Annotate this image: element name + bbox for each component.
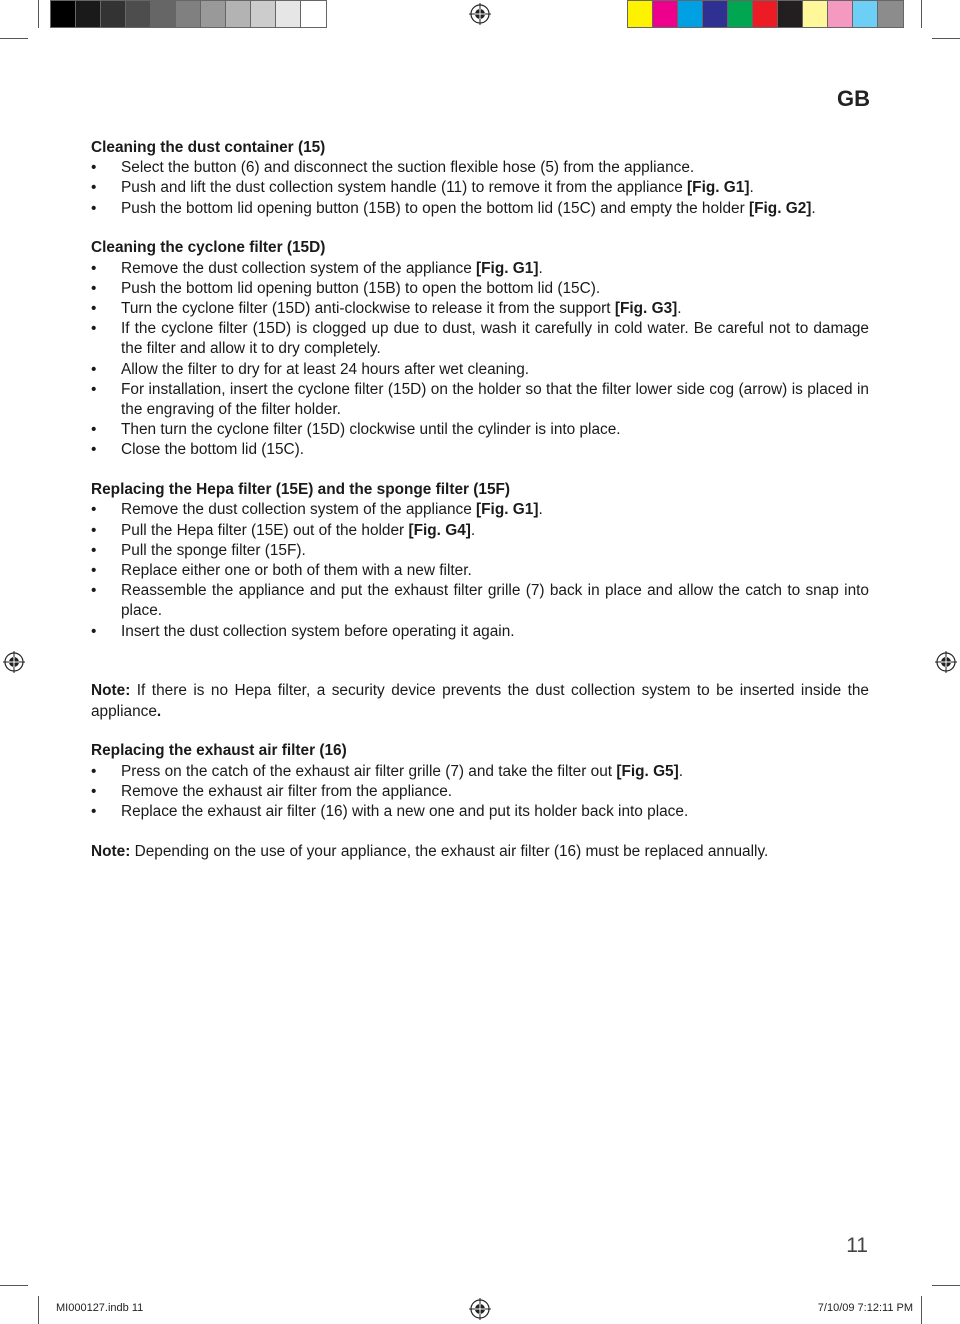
crop-mark (0, 1285, 28, 1286)
bullet-list (91, 259, 869, 461)
color-swatch (151, 1, 176, 27)
item-text: Insert the dust collection system before operating it again. (121, 622, 515, 640)
item-tail: . (538, 259, 543, 277)
figure-reference: [Fig. G4] (408, 521, 471, 539)
item-text: Replace either one or both of them with a new filter. (121, 562, 472, 580)
bullet: • (91, 421, 97, 439)
crop-mark (38, 0, 39, 28)
crop-mark (38, 1296, 39, 1324)
bullet: • (91, 179, 97, 197)
color-swatch (753, 1, 778, 27)
bullet: • (91, 199, 97, 217)
item-text: Select the button (6) and disconnect the suction flexible hose (5) from the appliance. (121, 159, 695, 177)
color-swatch (226, 1, 251, 27)
item-text: Remove the exhaust air filter from the appliance. (121, 782, 453, 800)
crop-mark (932, 1285, 960, 1286)
crop-mark (921, 1296, 922, 1324)
list-item (91, 521, 869, 541)
instruction-sections (91, 138, 869, 642)
item-tail: . (677, 300, 682, 318)
bullet-list (91, 500, 869, 641)
list-item (91, 440, 869, 460)
list-item (91, 199, 869, 219)
section-exhaust-filter (91, 741, 869, 822)
list-item (91, 319, 869, 359)
bullet: • (91, 762, 97, 780)
item-text: Push and lift the dust collection system handle (11) to remove it from the appliance (121, 179, 688, 197)
figure-reference: [Fig. G2] (749, 199, 812, 217)
list-item (91, 500, 869, 520)
item-tail: . (538, 501, 543, 519)
list-item (91, 622, 869, 642)
note-hepa (91, 681, 869, 721)
note-text: Depending on the use of your appliance, the exhaust air filter (16) must be replaced annually. (130, 842, 769, 860)
note-label: Note: (91, 842, 131, 860)
bullet: • (91, 380, 97, 398)
item-tail: . (811, 199, 816, 217)
bullet: • (91, 582, 97, 600)
item-text: Pull the Hepa filter (15E) out of the holder (121, 521, 409, 539)
crop-mark (0, 38, 28, 39)
item-text: Then turn the cyclone filter (15D) clockwise until the cylinder is into place. (121, 421, 621, 439)
bullet: • (91, 782, 97, 800)
bullet: • (91, 259, 97, 277)
figure-reference: [Fig. G1] (476, 501, 539, 519)
bullet: • (91, 501, 97, 519)
item-text: Push the bottom lid opening button (15B) to open the bottom lid (15C). (121, 279, 601, 297)
list-item (91, 380, 869, 420)
figure-reference: [Fig. G1] (476, 259, 539, 277)
item-text: Remove the dust collection system of the appliance (121, 501, 477, 519)
color-swatch (803, 1, 828, 27)
bullet: • (91, 562, 97, 580)
bullet: • (91, 279, 97, 297)
grayscale-color-bar (50, 0, 327, 28)
bullet-list (91, 158, 869, 219)
item-text: For installation, insert the cyclone filter (15D) on the holder so that the filter lower side cog (arrow) is placed in the engraving of the filter holder. (121, 380, 869, 419)
item-text: Remove the dust collection system of the appliance (121, 259, 477, 277)
color-swatch (653, 1, 678, 27)
color-swatch (126, 1, 151, 27)
item-tail: . (749, 179, 754, 197)
list-item (91, 581, 869, 621)
list-item (91, 782, 869, 802)
page-content (91, 138, 869, 882)
process-color-bar (627, 0, 904, 28)
list-item (91, 299, 869, 319)
item-text: Reassemble the appliance and put the exhaust filter grille (7) back in place and allow the catch to snap into place. (121, 582, 869, 620)
bullet: • (91, 441, 97, 459)
slug-datetime: 7/10/09 7:12:11 PM (817, 1302, 913, 1314)
item-text: Press on the catch of the exhaust air filter grille (7) and take the filter out (121, 762, 617, 780)
list-item (91, 561, 869, 581)
color-swatch (853, 1, 878, 27)
bullet: • (91, 360, 97, 378)
figure-reference: [Fig. G1] (687, 179, 750, 197)
page-number: 11 (846, 1234, 868, 1257)
registration-mark-icon (935, 651, 957, 673)
bullet: • (91, 622, 97, 640)
bullet-list (91, 762, 869, 823)
item-text: Replace the exhaust air filter (16) with a new one and put its holder back into place. (121, 803, 689, 821)
crop-mark (932, 38, 960, 39)
bullet: • (91, 159, 97, 177)
list-item (91, 360, 869, 380)
registration-mark-icon (3, 651, 25, 673)
section (91, 238, 869, 460)
language-tag: GB (837, 86, 870, 111)
color-swatch (878, 1, 903, 27)
list-item (91, 178, 869, 198)
list-item (91, 802, 869, 822)
bullet: • (91, 300, 97, 318)
item-tail: . (470, 521, 476, 539)
spacer (91, 661, 869, 681)
note-exhaust (91, 842, 869, 862)
item-text: Allow the filter to dry for at least 24 hours after wet cleaning. (121, 360, 530, 378)
bullet: • (91, 541, 97, 559)
color-swatch (728, 1, 753, 27)
section (91, 138, 869, 219)
slug-file: MI000127.indb 11 (56, 1302, 144, 1314)
bullet: • (91, 521, 97, 539)
item-text: Push the bottom lid opening button (15B) to open the bottom lid (15C) and empty the holder (121, 199, 749, 217)
section-heading: Replacing the Hepa filter (15E) and the sponge filter (15F) (91, 481, 511, 499)
item-text: Pull the sponge filter (15F). (121, 541, 306, 559)
section-heading: Replacing the exhaust air filter (16) (91, 742, 347, 760)
note-tail: . (156, 702, 162, 720)
list-item (91, 762, 869, 782)
registration-mark-icon (469, 1298, 491, 1320)
note-label: Note: (91, 682, 131, 700)
list-item (91, 259, 869, 279)
item-text: Close the bottom lid (15C). (121, 441, 305, 459)
list-item (91, 279, 869, 299)
bullet: • (91, 320, 97, 338)
registration-mark-icon (469, 3, 491, 25)
color-swatch (101, 1, 126, 27)
bullet: • (91, 803, 97, 821)
color-swatch (828, 1, 853, 27)
note-text: If there is no Hepa filter, a security device prevents the dust collection system to be inserted inside the appliance (91, 682, 869, 720)
section-heading: Cleaning the cyclone filter (15D) (91, 239, 326, 257)
color-swatch (176, 1, 201, 27)
section (91, 741, 869, 822)
list-item (91, 541, 869, 561)
list-item (91, 420, 869, 440)
list-item (91, 158, 869, 178)
item-text: Turn the cyclone filter (15D) anti-clockwise to release it from the support (121, 300, 615, 318)
color-swatch (703, 1, 728, 27)
color-swatch (76, 1, 101, 27)
color-swatch (251, 1, 276, 27)
color-swatch (778, 1, 803, 27)
crop-mark (921, 0, 922, 28)
section (91, 480, 869, 642)
figure-reference: [Fig. G5] (616, 762, 679, 780)
color-swatch (678, 1, 703, 27)
color-swatch (301, 1, 326, 27)
figure-reference: [Fig. G3] (614, 300, 678, 318)
color-swatch (276, 1, 301, 27)
item-tail: . (678, 762, 684, 780)
color-swatch (201, 1, 226, 27)
item-text: If the cyclone filter (15D) is clogged up due to dust, wash it carefully in cold water. Be careful not to damage the filter and allow it to dry completely. (121, 320, 869, 358)
color-swatch (51, 1, 76, 27)
color-swatch (628, 1, 653, 27)
section-heading: Cleaning the dust container (15) (91, 139, 326, 156)
